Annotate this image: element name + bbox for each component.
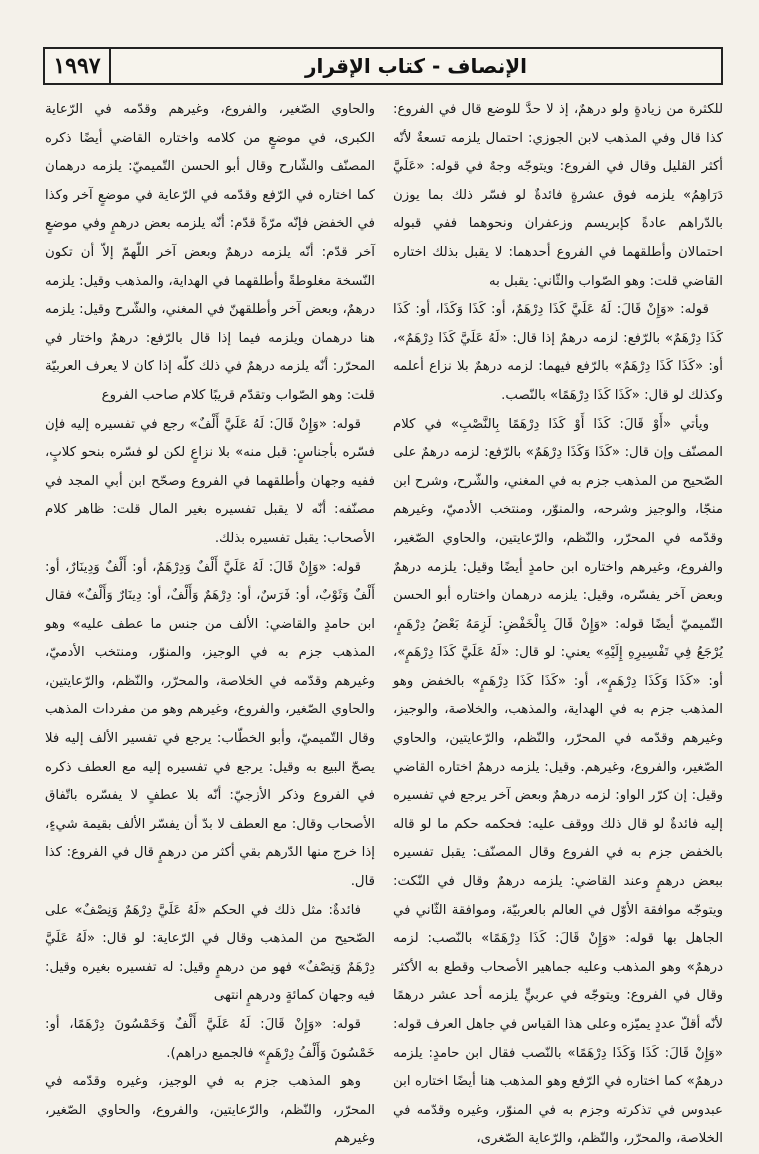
paragraph: والحاوي الصّغير، والفروع، وغيرهم وقدّمه في الرّعاية الكبرى، في موضعٍ من كلامه واختاره القاضي أيضًا ذكره المصنّف والشّارح وقال أبو الحسن التّميميّ: يلزمه درهمان كما اختاره في الرّفع وقدّمه في الرّعاية في موضعٍ آخر وكذا في الخفض فإنّه مرّةً قدّم: أنّه يلزمه بعض درهمٍ وفي موضعٍ آخر قدّم: أنّه يلزمه درهمٌ وبعض آخر اللّهمّ إلاّ أن تكون النّسخة مغلوطةً وأطلقهما في الهداية، والمذهب وقيل: يلزمه درهمٌ، وبعض آخر وأطلقهنّ في المغني، والشّرح وقيل: يلزمه هنا درهمان ويلزمه فيما إذا قال بالرّفع: درهمٌ واختار في المحرّر: أنّه يلزمه درهمٌ في ذلك كلّه إذا كان لا يعرف العربيّة قلت: وهو الصّواب وتقدّم قريبًا كلام صاحب الفروع [45,102,375,403]
paragraph: قوله: «وَإِنْ قَالَ: لَهُ عَلَيَّ كَذَا دِرْهَمٌ، أو: كَذَا وَكَذَا، أو: كَذَا كَذَا دِرْهَمٌ» بالرّفع: لزمه درهمٌ إذا قال: «لَهُ عَلَيَّ كَذَا دِرْهَمٌ»، أو: «كَذَا كَذَا دِرْهَمٌ» بالرّفع فيهما: لزمه درهمٌ بلا نزاع أعلمه وكذلك لو قال: «كَذَا كَذَا دِرْهَمًا» بالنّصب. [393,302,723,403]
paragraph: وهو المذهب جزم به في الوجيز، وغيره وقدّمه في المحرّر، والنّظم، والرّعايتين، والفروع، والحاوي الصّغير، وغيرهم [45,1074,375,1147]
page-header [43,47,723,85]
paragraph: فائدةٌ: مثل ذلك في الحكم «لَهُ عَلَيَّ دِرْهَمٌ وَنِصْفٌ» على الصّحيح من المذهب وقال في الرّعاية: لو قال: «لَهُ عَلَيَّ دِرْهَمٌ وَنِصْفٌ» فهو من درهمٍ وقيل: له تفسيره بغيره وقيل: فيه وجهان كمائةٍ ودرهمٍ انتهى [45,902,375,1004]
paragraph: قوله: «وَإِنْ قَالَ: لَهُ عَلَيَّ أَلْفٌ وَدِرْهَمٌ، أو: أَلْفٌ وَدِينَارٌ، أو: أَلْفٌ وَثَوْبٌ، أو: فَرَسٌ، أو: دِرْهَمٌ وَأَلْفٌ، أو: دِينَارٌ وَأَلْفٌ» فقال ابن حامدٍ والقاضي: الألف من جنس ما عطف عليه» وهو المذهب جزم به في الوجيز، والمنوّر، ومنتخب الأدميّ، وغيرهم وقدّمه في الخلاصة، والمحرّر، والنّظم، والرّعايتين، والحاوي الصّغير، والفروع، وغيرهم وهو من مفردات المذهب وقال التّميميّ، وأبو الخطّاب: يرجع في تفسير الألف إليه فلا يصحّ البيع به وقيل: يرجع في تفسيره إليه مع العطف ذكره في الفروع وذكر الأزجيّ: أنّه بلا عطفٍ لا يفسّره باتّفاق الأصحاب وقال: مع العطف لا بدّ أن يفسّر الألف بقيمة شيءٍ، إذا خرج منها الدّرهم بقي أكثر من درهمٍ قال في الفروع: كذا قال. [45,559,375,890]
paragraph: ويأتي «أَوْ قَالَ: كَذَا أَوْ كَذَا دِرْهَمًا بِالنَّصْبِ» في كلام المصنّف وإن قال: «كَذَا وَكَذَا دِرْهَمٌ» بالرّفع: لزمه درهمٌ على الصّحيح من المذهب جزم به في المغني، والشّرح، وشرح ابن منجّا، والوجيز وشرحه، والمنوّر، ومنتخب الأدميّ، وغيرهم وقدّمه في المحرّر، والنّظم، والرّعايتين، والحاوي الصّغير، والفروع، وغيرهم واختاره ابن حامدٍ أيضًا وقيل: يلزمه درهمٌ وبعض آخر يفسّره، وقيل: يلزمه درهمان واختاره أبو الحسن التّميميّ أيضًا قوله: «وَإِنْ قَالَ بِالْخَفْضِ: لَزِمَهُ بَعْضُ دِرْهَمٍ، يُرْجَعُ فِي تَفْسِيرِهِ إِلَيْهِ» يعني: لو قال: «لَهُ عَلَيَّ كَذَا دِرْهَمٍ»، أو: «كَذَا وَكَذَا دِرْهَمٍ»، أو: «كَذَا كَذَا دِرْهَمٍ» بالخفض وهو المذهب جزم به في الهداية، والمذهب، والخلاصة، والوجيز، وغيرهم وقدّمه في المحرّر، والنّظم، والرّعايتين، والحاوي الصّغير، والفروع، وغيرهم. وقيل: يلزمه درهمٌ اختاره القاضي وقيل: إن كرّر الواو: لزمه درهمٌ وبعض آخر يرجع في تفسيره إليه فائدةٌ لو قال ذلك ووقف عليه: فحكمه حكم ما لو قاله بالخفض جزم به في الفروع وقال المصنّف: يقبل تفسيره ببعض درهمٍ وعند القاضي: يلزمه درهمٌ وقال في النّكت: ويتوجّه موافقة الأوّل في العالم بالعربيّة، وموافقة الثّاني في الجاهل بها قوله: «وَإِنْ قَالَ: كَذَا دِرْهَمًا» بالنّصب: لزمه درهمٌ» وهو المذهب وعليه جماهير الأصحاب وقطع به الأكثر وقال في الفروع: ويتوجّه في عربيٍّ يلزمه أحد عشر درهمًا لأنّه أقلّ عددٍ يميّزه وعلى هذا القياس في جاهل العرف قوله: «وَإِنْ قَالَ: كَذَا وَكَذَا دِرْهَمًا» بالنّصب فقال ابن حامدٍ: يلزمه درهمٌ» كما اختاره في الرّفع وهو المذهب هنا أيضًا اختاره ابن عبدوس في تذكرته وجزم به في المنوّر، وغيره وقدّمه في الخلاصة، والمحرّر، والنّظم، والرّعاية الصّغرى، [393,416,723,1147]
paragraph: قوله: «وَإِنْ قَالَ: لَهُ عَلَيَّ أَلْفٌ وَخَمْسُونَ دِرْهَمًا، أو: خَمْسُونَ وَأَلْفُ دِرْهَمٍ» فالجميع دراهم). [45,1017,375,1061]
paragraph: للكثرة من زيادةٍ ولو درهمٌ، إذ لا حدَّ للوضع قال في الفروع: كذا قال وفي المذهب لابن الجوزي: احتمال يلزمه تسعةٌ لأنّه أكثر القليل وقال في الفروع: ويتوجّه وجهٌ في قوله: «عَلَيَّ دَرَاهِمُ» يلزمه فوق عشرةٍ فائدةٌ لو فسّر ذلك بما يوزن بالدّراهم عادةً كإبريسم وزعفران ونحوهما ففي قبوله احتمالان وأطلقهما في الفروع أحدهما: لا يقبل بذلك اختاره القاضي قلت: وهو الصّواب والثّاني: يقبل به [393,102,723,289]
text-column-right [393,96,723,1147]
running-title: الإنصاف - كتاب الإقرار [305,54,527,78]
text-column-left [45,96,375,1147]
paragraph: قوله: «وَإِنْ قَالَ: لَهُ عَلَيَّ أَلْفٌ» رجع في تفسيره إليه فإن فسّره بأجناسٍ: قبل منه» بلا نزاعٍ لكن لو فسّره بنحو كلابٍ، ففيه وجهان وأطلقهما في الفروع وصحّح ابن أبي المجد في مصنّفه: أنّه لا يقبل تفسيره بغير المال قلت: ظاهر كلام الأصحاب: يقبل تفسيره بذلك. [45,416,375,546]
page-number: ١٩٩٧ [45,49,111,83]
